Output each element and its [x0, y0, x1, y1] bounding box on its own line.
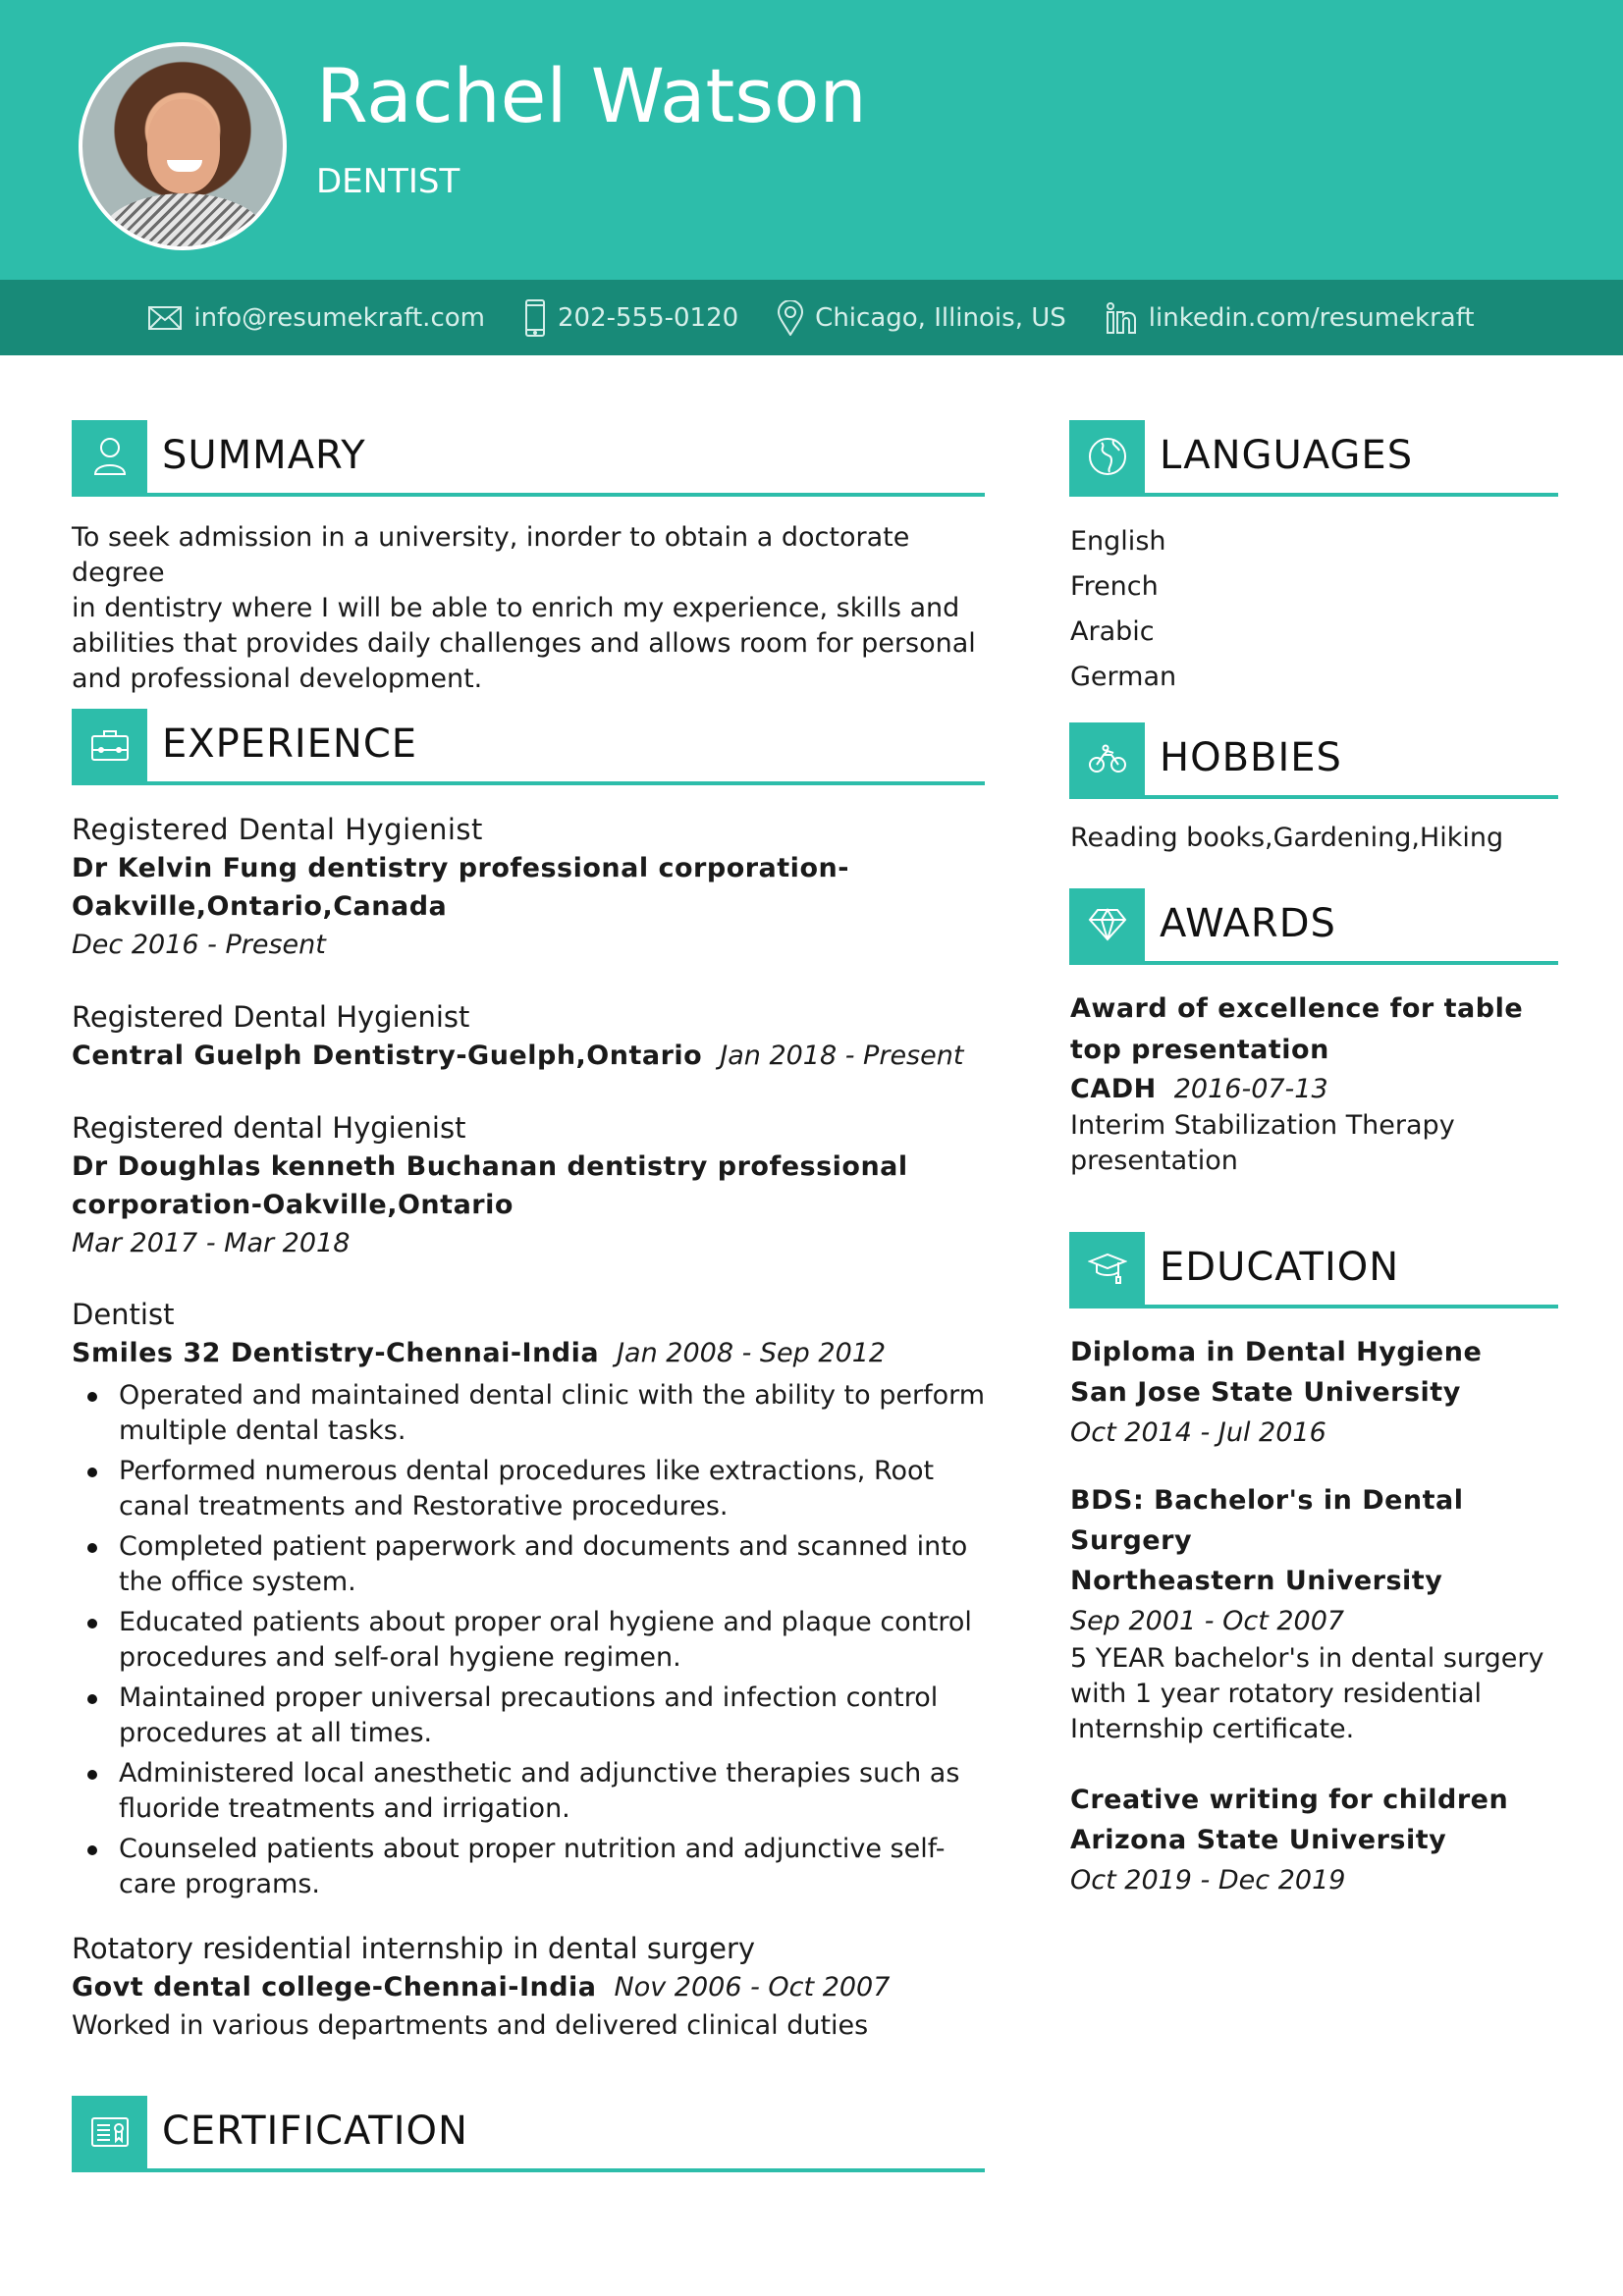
contact-email[interactable]	[148, 303, 485, 333]
education-entry	[1070, 1780, 1581, 1900]
experience-entry	[72, 811, 1004, 964]
job-dates: Mar 2017 - Mar 2018	[72, 1228, 351, 1258]
job-company-row	[72, 1968, 1004, 2006]
location-pin-icon	[778, 300, 803, 336]
bicycle-icon	[1088, 744, 1127, 774]
summary-line: in dentistry where I will be able to enrich my experience, skills and	[72, 593, 960, 623]
bullet-item: Performed numerous dental procedures like extractions, Root canal treatments and Restorative procedures.	[72, 1454, 1000, 1524]
job-company-row	[72, 1037, 1004, 1075]
awards-underline	[1069, 961, 1558, 965]
language-item: German	[1070, 662, 1177, 692]
awards-icon-box	[1069, 888, 1145, 961]
job-description: Worked in various departments and delivered clinical duties	[72, 2010, 869, 2041]
globe-icon	[1088, 437, 1127, 476]
summary-line: and professional development.	[72, 664, 483, 694]
location-text: Chicago, Illinois, US	[815, 302, 1066, 333]
job-dates: Nov 2006 - Oct 2007	[614, 1972, 891, 2002]
languages-list	[1070, 519, 1561, 700]
resume-header	[0, 0, 1623, 280]
experience-entry	[72, 1109, 1004, 1262]
hobbies-icon-box	[1069, 722, 1145, 795]
education-entry	[1070, 1480, 1581, 1747]
certificate-icon	[90, 2116, 130, 2148]
edu-dates: Sep 2001 - Oct 2007	[1070, 1606, 1345, 1636]
education-entry	[1070, 1332, 1581, 1453]
awards-heading	[1069, 888, 1558, 965]
certification-heading	[72, 2096, 985, 2172]
language-item: Arabic	[1070, 616, 1155, 647]
contact-linkedin[interactable]	[1106, 302, 1475, 334]
contact-phone[interactable]	[524, 299, 738, 337]
hobbies-title: HOBBIES	[1160, 735, 1342, 780]
education-underline	[1069, 1305, 1558, 1308]
experience-heading	[72, 709, 985, 785]
award-description: presentation	[1070, 1146, 1238, 1176]
phone-icon	[524, 299, 546, 337]
languages-icon-box	[1069, 420, 1145, 493]
award-description: Interim Stabilization Therapy	[1070, 1110, 1455, 1141]
experience-title: EXPERIENCE	[162, 721, 418, 767]
edu-dates: Oct 2019 - Dec 2019	[1070, 1865, 1346, 1896]
languages-title: LANGUAGES	[1160, 433, 1414, 478]
bullet-item: Completed patient paperwork and documents and scanned into the office system.	[72, 1529, 1000, 1600]
edu-description: with 1 year rotatory residential	[1070, 1679, 1483, 1709]
awards-title: AWARDS	[1160, 901, 1336, 946]
job-dates: Jan 2018 - Present	[720, 1041, 964, 1071]
job-company: Dr Kelvin Fung dentistry professional corporation-	[72, 853, 849, 883]
job-role: Registered dental Hygienist	[72, 1111, 466, 1145]
hobbies-text: Reading books,Gardening,Hiking	[1070, 823, 1504, 853]
user-icon	[92, 437, 128, 476]
school: Northeastern University	[1070, 1566, 1443, 1596]
degree: BDS: Bachelor's in Dental	[1070, 1485, 1464, 1516]
summary-icon-box	[72, 420, 147, 493]
edu-dates: Oct 2014 - Jul 2016	[1070, 1417, 1326, 1448]
experience-icon-box	[72, 709, 147, 781]
bullet-item: Administered local anesthetic and adjunctive therapies such as fluoride treatments and irrigation.	[72, 1756, 1000, 1827]
hobbies-underline	[1069, 795, 1558, 799]
language-item: English	[1070, 526, 1166, 557]
job-company: corporation-Oakville,Ontario	[72, 1190, 514, 1220]
photo-face	[147, 99, 220, 193]
job-bullets	[72, 1378, 1000, 1907]
job-company: Central Guelph Dentistry-Guelph,Ontario	[72, 1041, 703, 1071]
school: San Jose State University	[1070, 1377, 1461, 1408]
experience-underline	[72, 781, 985, 785]
languages-underline	[1069, 493, 1558, 497]
profile-photo	[79, 42, 287, 250]
summary-text	[72, 520, 1004, 697]
diamond-icon	[1088, 908, 1127, 941]
photo-shoulders	[100, 193, 267, 250]
briefcase-icon	[90, 728, 130, 762]
summary-title: SUMMARY	[162, 433, 366, 478]
experience-entry	[72, 1296, 1004, 1372]
phone-text: 202-555-0120	[557, 302, 739, 333]
certification-title: CERTIFICATION	[162, 2109, 468, 2154]
candidate-title: DENTIST	[316, 162, 460, 201]
experience-entry	[72, 1930, 1004, 2045]
award-title: Award of excellence for table	[1070, 993, 1524, 1024]
job-role: Rotatory residential internship in dental surgery	[72, 1932, 756, 1965]
education-icon-box	[1069, 1232, 1145, 1305]
degree: Diploma in Dental Hygiene	[1070, 1337, 1483, 1367]
education-heading	[1069, 1232, 1558, 1308]
award-title: top presentation	[1070, 1035, 1329, 1065]
summary-heading	[72, 420, 985, 497]
award-meta	[1070, 1071, 1571, 1108]
certification-underline	[72, 2168, 985, 2172]
job-role: Registered Dental Hygienist	[72, 813, 483, 846]
job-company: Smiles 32 Dentistry-Chennai-India	[72, 1338, 600, 1368]
bullet-item: Maintained proper universal precautions and infection control procedures at all times.	[72, 1681, 1000, 1751]
edu-description: 5 YEAR bachelor's in dental surgery	[1070, 1643, 1544, 1674]
contact-location[interactable]	[778, 300, 1066, 336]
job-dates: Jan 2008 - Sep 2012	[617, 1338, 887, 1368]
experience-entry	[72, 998, 1004, 1075]
education-title: EDUCATION	[1160, 1245, 1400, 1290]
candidate-name: Rachel Watson	[316, 52, 867, 139]
job-dates: Dec 2016 - Present	[72, 930, 326, 960]
summary-line: abilities that provides daily challenges and allows room for personal	[72, 628, 976, 659]
school: Arizona State University	[1070, 1825, 1447, 1855]
award-date: 2016-07-13	[1173, 1074, 1328, 1104]
linkedin-text: linkedin.com/resumekraft	[1148, 302, 1475, 333]
envelope-icon	[148, 306, 182, 330]
linkedin-icon	[1106, 302, 1137, 334]
bullet-item: Operated and maintained dental clinic with the ability to perform multiple dental tasks.	[72, 1378, 1000, 1449]
job-role: Registered Dental Hygienist	[72, 1000, 470, 1034]
bullet-item: Counseled patients about proper nutrition and adjunctive self-care programs.	[72, 1832, 1000, 1902]
bullet-item: Educated patients about proper oral hygiene and plaque control procedures and self-oral hygiene regimen.	[72, 1605, 1000, 1676]
job-company: Dr Doughlas kenneth Buchanan dentistry professional	[72, 1151, 908, 1182]
email-text: info@resumekraft.com	[193, 302, 485, 333]
hobbies-heading	[1069, 722, 1558, 799]
job-role: Dentist	[72, 1298, 175, 1331]
summary-line: To seek admission in a university, inorder to obtain a doctorate degree	[72, 522, 910, 588]
job-company-row	[72, 1334, 1004, 1372]
contact-bar	[0, 280, 1623, 355]
degree: Creative writing for children	[1070, 1785, 1509, 1815]
summary-underline	[72, 493, 985, 497]
language-item: French	[1070, 571, 1159, 602]
degree: Surgery	[1070, 1525, 1193, 1556]
languages-heading	[1069, 420, 1558, 497]
award-issuer: CADH	[1070, 1074, 1157, 1104]
award-entry	[1070, 988, 1571, 1179]
certification-icon-box	[72, 2096, 147, 2168]
job-company: Govt dental college-Chennai-India	[72, 1972, 597, 2002]
job-company: Oakville,Ontario,Canada	[72, 891, 448, 922]
graduation-cap-icon	[1088, 1252, 1127, 1285]
edu-description: Internship certificate.	[1070, 1714, 1355, 1744]
